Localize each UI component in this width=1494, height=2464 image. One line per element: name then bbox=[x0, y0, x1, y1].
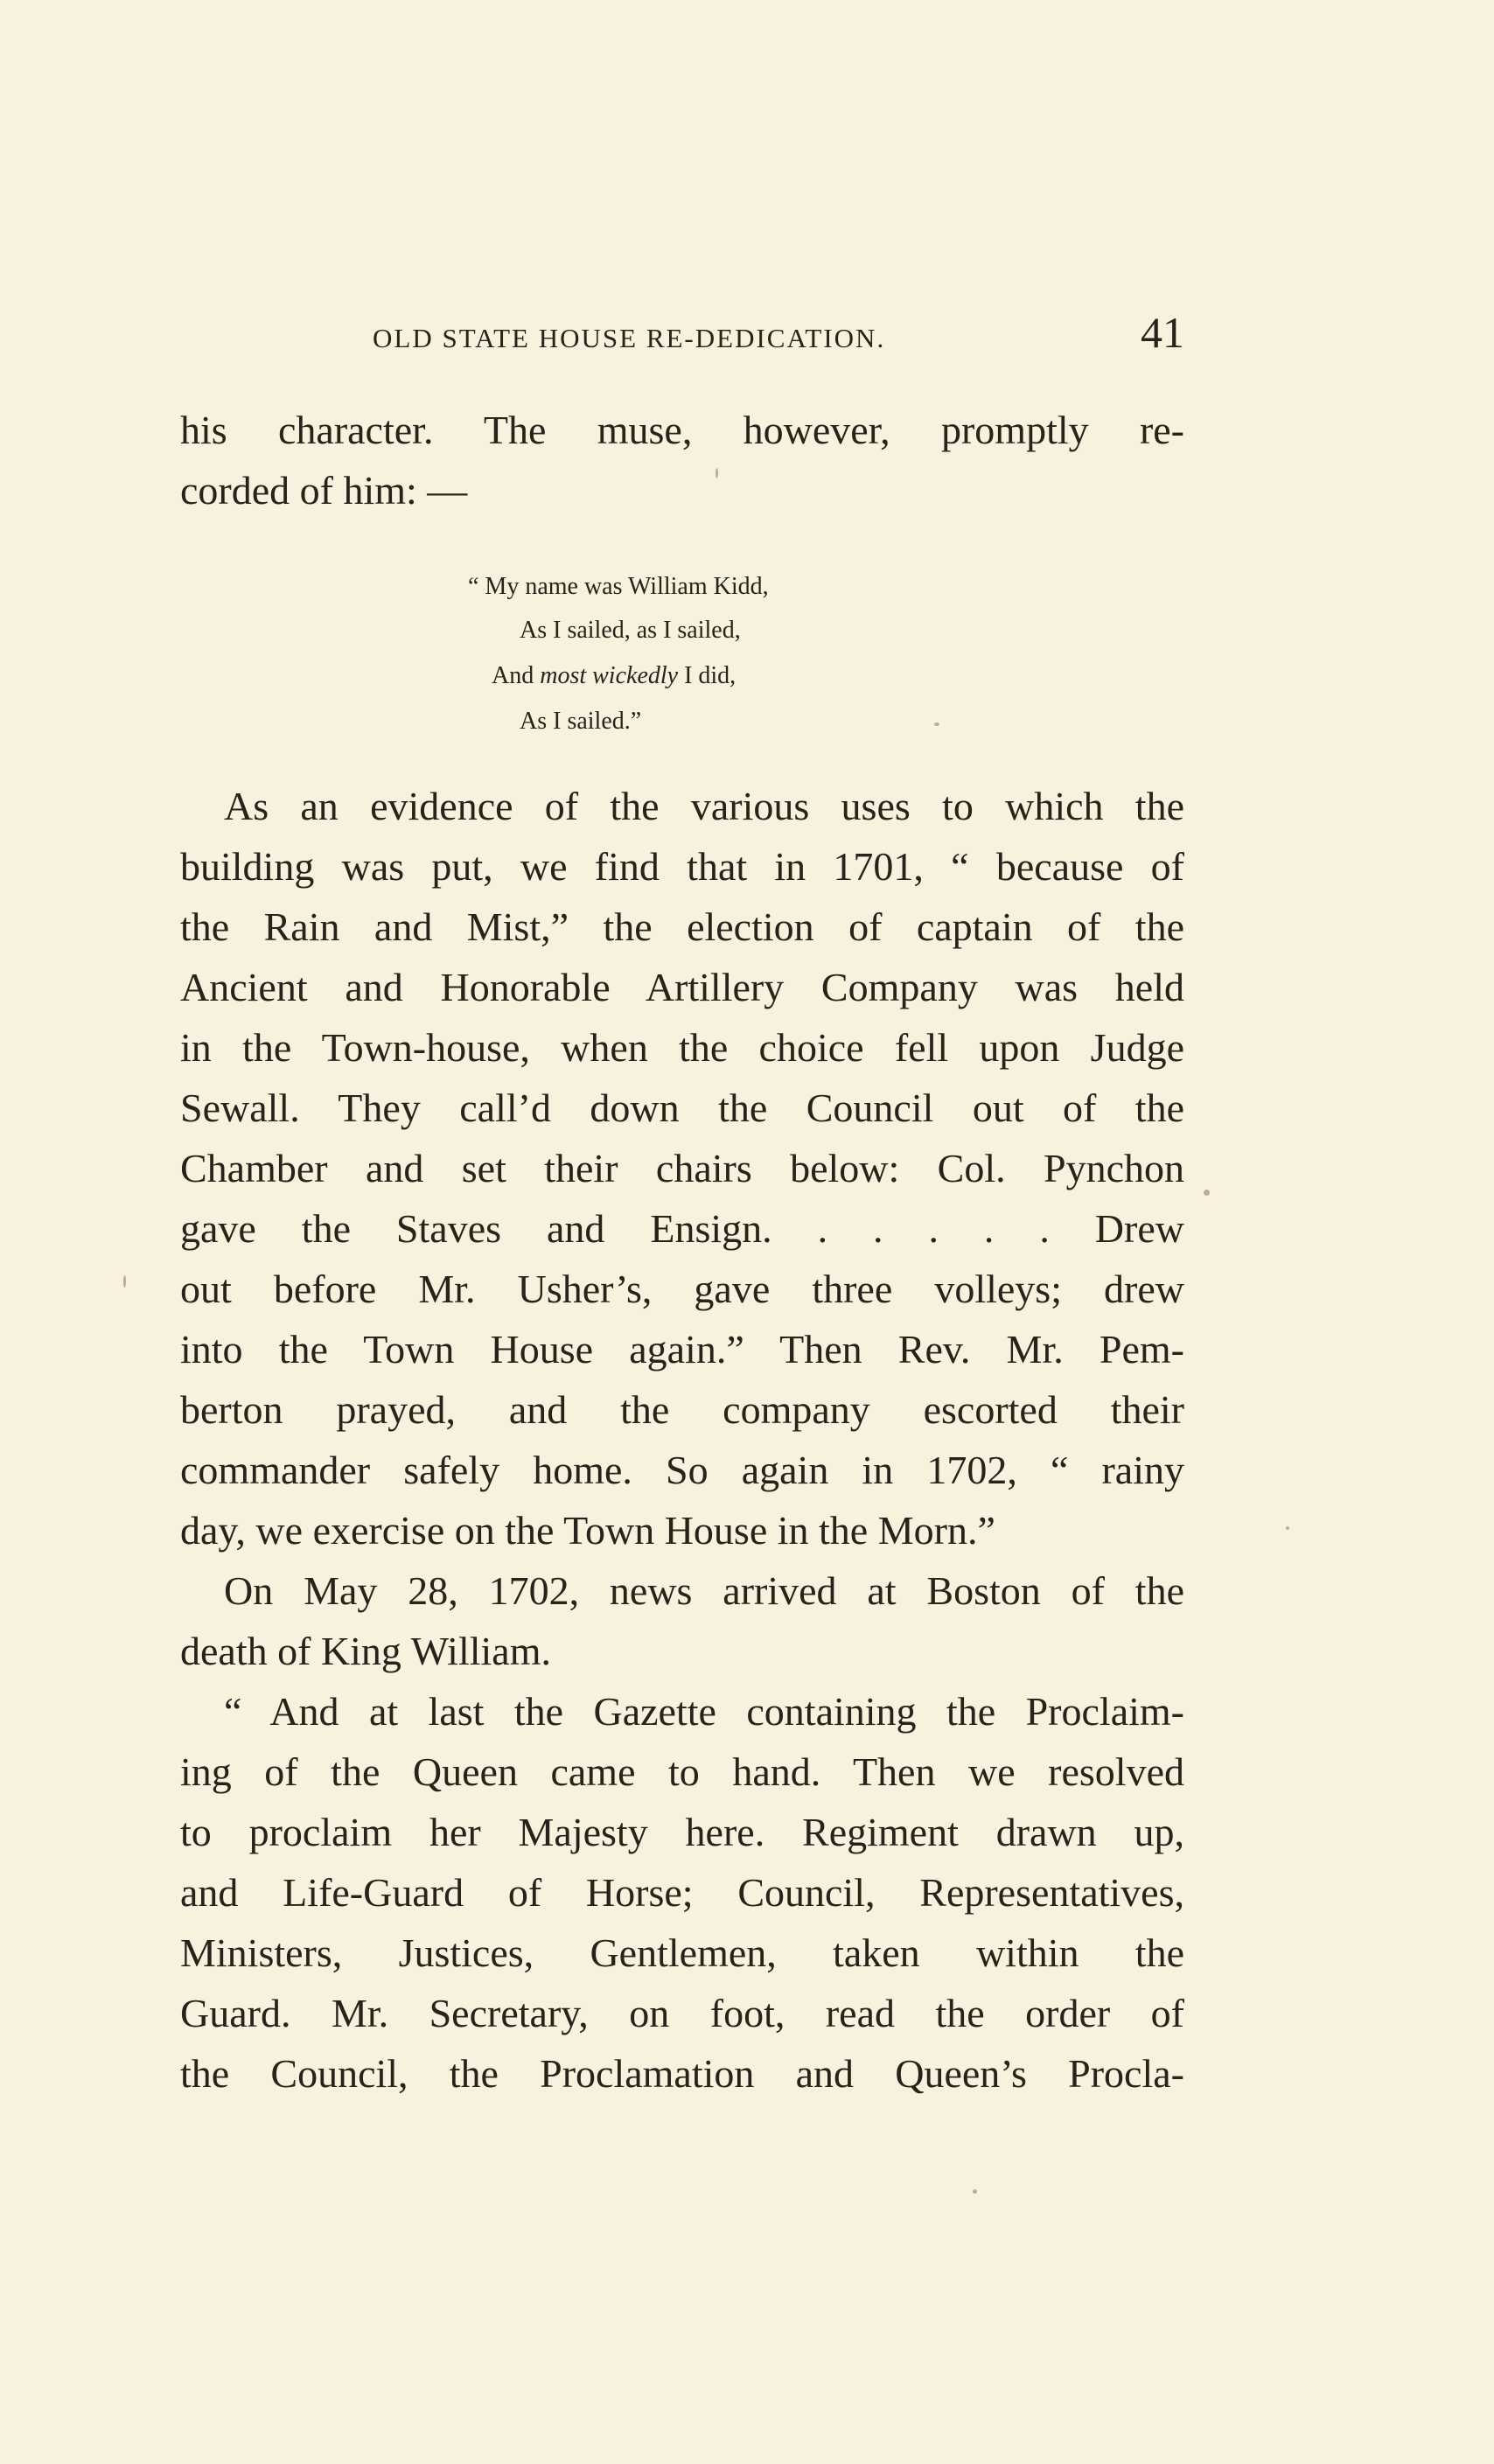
running-title: OLD STATE HOUSE RE-DEDICATION. bbox=[373, 323, 886, 353]
text-line: Chamber and set their chairs below: Col. Pynchon bbox=[180, 1146, 1184, 1190]
running-head bbox=[180, 308, 1184, 372]
text-line: and Life-Guard of Horse; Council, Representatives, bbox=[180, 1870, 1184, 1915]
paper-speck bbox=[1204, 1190, 1210, 1196]
text-line: “ And at last the Gazette containing the Proclaim- bbox=[224, 1689, 1184, 1734]
text-line: death of King William. bbox=[180, 1629, 551, 1673]
verse-line bbox=[492, 659, 736, 694]
page-number: 41 bbox=[1141, 308, 1184, 357]
paper-speck bbox=[1286, 1526, 1289, 1530]
text-line: Ministers, Justices, Gentlemen, taken within the bbox=[180, 1930, 1184, 1975]
text-line: building was put, we find that in 1701, “ because of bbox=[180, 844, 1184, 889]
text-line: his character. The muse, however, promptly re- bbox=[180, 408, 1184, 452]
verse-line: As I sailed, as I sailed, bbox=[520, 617, 741, 644]
text-line: berton prayed, and the company escorted their bbox=[180, 1387, 1184, 1432]
verse-text: I did, bbox=[678, 662, 737, 689]
verse-line: As I sailed.” bbox=[520, 708, 642, 735]
text-line: ing of the Queen came to hand. Then we resolved bbox=[180, 1749, 1184, 1794]
text-line: commander safely home. So again in 1702, “ rainy bbox=[180, 1448, 1184, 1492]
text-line: Ancient and Honorable Artillery Company was held bbox=[180, 965, 1184, 1009]
text-line: day, we exercise on the Town House in the Morn.” bbox=[180, 1508, 995, 1553]
paper-speck bbox=[934, 722, 939, 726]
text-line: Guard. Mr. Secretary, on foot, read the order of bbox=[180, 1991, 1184, 2035]
verse-italic-text: most wickedly bbox=[540, 662, 679, 689]
verse-text: And bbox=[492, 662, 541, 689]
text-line: the Council, the Proclamation and Queen’s Procla- bbox=[180, 2051, 1184, 2096]
text-line: the Rain and Mist,” the election of captain of the bbox=[180, 904, 1184, 949]
text-line: in the Town-house, when the choice fell upon Judge bbox=[180, 1025, 1184, 1070]
paper-speck bbox=[973, 2189, 977, 2194]
text-line: On May 28, 1702, news arrived at Boston of the bbox=[224, 1568, 1184, 1613]
text-line: out before Mr. Usher’s, gave three volleys; drew bbox=[180, 1267, 1184, 1311]
text-line: Sewall. They call’d down the Council out of the bbox=[180, 1085, 1184, 1130]
text-line: into the Town House again.” Then Rev. Mr. Pem- bbox=[180, 1327, 1184, 1372]
paper-speck bbox=[123, 1275, 126, 1288]
verse-line: “ My name was William Kidd, bbox=[468, 573, 769, 600]
text-line: corded of him: — bbox=[180, 468, 468, 513]
paper-speck bbox=[716, 468, 718, 478]
text-line: to proclaim her Majesty here. Regiment drawn up, bbox=[180, 1810, 1184, 1854]
text-line: gave the Staves and Ensign. . . . . . Drew bbox=[180, 1206, 1184, 1251]
text-line: As an evidence of the various uses to which the bbox=[224, 784, 1184, 828]
